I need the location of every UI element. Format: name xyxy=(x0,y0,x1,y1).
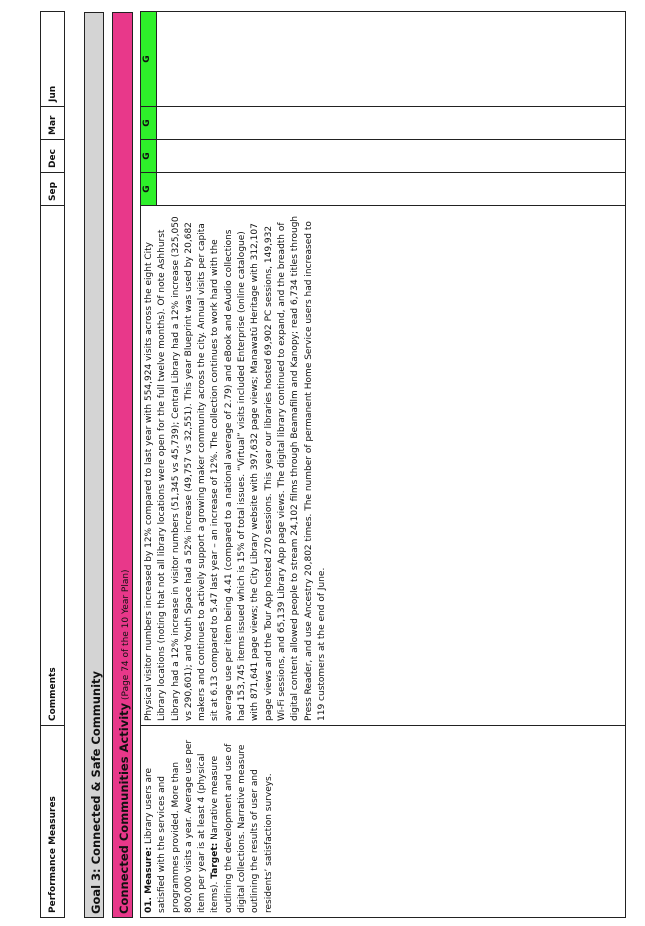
measure-table xyxy=(140,11,626,918)
spacer-mar xyxy=(157,107,626,140)
measure-label: Measure: xyxy=(144,846,154,894)
measure-number: 01. xyxy=(144,893,154,913)
header-performance-measures: Performance Measures xyxy=(41,726,65,918)
header-table xyxy=(40,11,65,918)
header-month-jun: Jun xyxy=(41,12,65,107)
header-month-sep: Sep xyxy=(41,173,65,206)
header-month-dec: Dec xyxy=(41,140,65,173)
status-jun: G xyxy=(141,12,157,107)
activity-banner xyxy=(112,12,133,918)
goal-title: Goal 3: Connected & Safe Community xyxy=(89,670,103,914)
goal-banner xyxy=(84,12,104,918)
activity-reference: (Page 74 of the 10 Year Plan) xyxy=(121,569,131,703)
target-text: Narrative measure outlining the development and use of digital collections. Narrative measure outlining the results of user and residents’ satisfaction surveys. xyxy=(210,743,274,913)
spacer-sep xyxy=(157,173,626,206)
measure-cell xyxy=(141,726,626,918)
status-dec: G xyxy=(141,140,157,173)
status-sep: G xyxy=(141,173,157,206)
target-label: Target: xyxy=(210,842,221,879)
measure-text: Library users are satisfied with the services and programmes provided. More than 800,000 visits a year. Average use per item per year is at least 4 (physical items). xyxy=(144,739,221,913)
header-month-mar: Mar xyxy=(41,107,65,140)
header-comments: Comments xyxy=(41,206,65,726)
activity-title: Connected Communities Activity xyxy=(117,702,131,914)
header-row xyxy=(41,12,65,918)
comments-cell: Physical visitor numbers increased by 12% compared to last year with 554,924 visits across the eight City Library locations (noting that not all library locations were open for the full twelve months). Of note Ashhurst Library had a 12% increase in visitor numbers (51,345 vs 45,739); Central Library had a 12% increase (325,050 vs 290,601); and Youth Space had a 52% increase (49,757 vs 32,551). This year Blueprint was used by 20,682 makers and continues to actively support a growing maker community across the city. Annual visits per capita sit at 6.13 compared to 5.47 last year – an increase of 12%. The collection continues to work hard with the average use per item being 4.41 (compared to a national average of 2.79) and eBook and eAudio collections had 153,745 items issued which is 15% of total issues. “Virtual” visits included Enterprise (online catalogue) with 871,641 page views; the City Library website with 397,632 page views; Manawatū Heritage with 312,107 page views and the Tour App hosted 270 sessions. This year our libraries hosted 69,902 PC sessions, 149,932 Wi-Fi sessions, and 65,139 Library App page views. The digital library continued to expand, and the breadth of digital content allowed people to stream 24,102 films through Beamafilm and Kanopy; read 6,734 titles through Press Reader, and use Ancestry 20,802 times. The number of permanent Home Service users had increased to 119 customers at the end of June. xyxy=(141,206,626,726)
spacer-dec xyxy=(157,140,626,173)
spacer-jun xyxy=(157,12,626,107)
measure-row xyxy=(141,12,157,918)
status-mar: G xyxy=(141,107,157,140)
